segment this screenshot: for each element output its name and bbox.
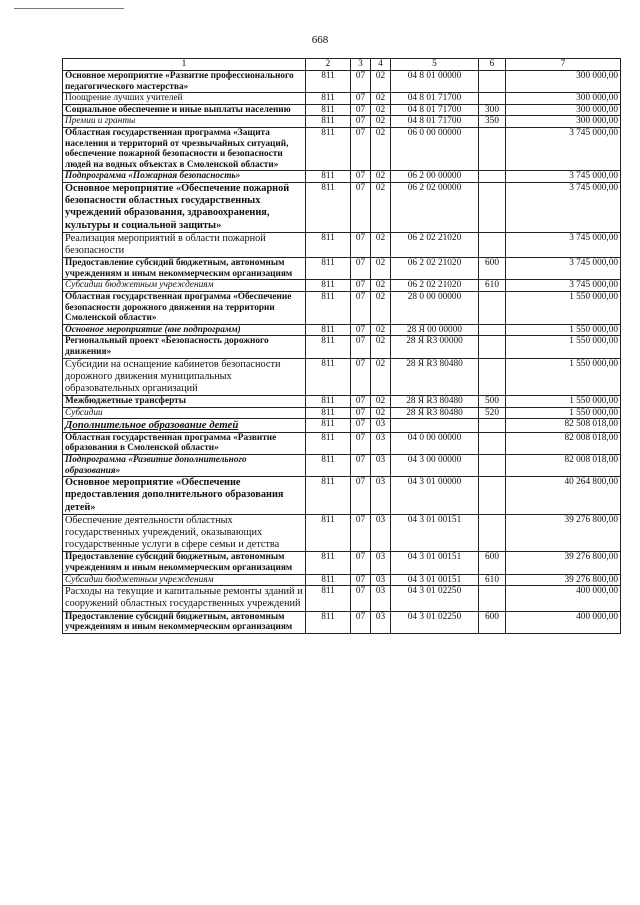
expense-type-cell: 600 [479,552,506,574]
table-row [63,432,621,454]
target-article-cell: 04 3 01 02250 [391,586,479,611]
expense-type-cell [479,586,506,611]
target-article-cell: 06 2 02 21020 [391,232,479,257]
table-row [63,358,621,396]
row-name-cell: Основное мероприятие (вне подпрограмм) [63,324,306,336]
row-name-cell: Подпрограмма «Развитие дополнительного образования» [63,455,306,477]
expense-type-cell [479,232,506,257]
amount-cell: 3 745 000,00 [506,127,621,170]
ministry-code-cell: 811 [306,552,351,574]
column-header: 4 [371,59,391,71]
section-cell: 07 [351,127,371,170]
target-article-cell: 06 2 00 00000 [391,171,479,183]
target-article-cell: 28 0 00 00000 [391,291,479,324]
section-cell: 07 [351,419,371,433]
section-cell: 07 [351,574,371,586]
subsection-cell: 02 [371,291,391,324]
amount-cell: 3 745 000,00 [506,171,621,183]
subsection-cell: 03 [371,552,391,574]
row-name-cell: Областная государственная программа «Защита населения и территорий от чрезвычайных ситуаций, обеспечение пожарной безопасности и безопасности людей на водных объектах в Смоленской области» [63,127,306,170]
expense-type-cell: 600 [479,611,506,633]
expense-type-cell: 600 [479,258,506,280]
target-article-cell: 28 Я R3 80480 [391,407,479,419]
ministry-code-cell: 811 [306,324,351,336]
section-cell: 07 [351,93,371,105]
amount-cell: 300 000,00 [506,104,621,116]
subsection-cell: 02 [371,336,391,358]
subsection-cell: 03 [371,477,391,515]
amount-cell: 300 000,00 [506,71,621,93]
table-row [63,407,621,419]
column-header: 1 [63,59,306,71]
amount-cell: 39 276 800,00 [506,552,621,574]
section-cell: 07 [351,232,371,257]
row-name-cell: Социальное обеспечение и иные выплаты населению [63,104,306,116]
amount-cell: 400 000,00 [506,611,621,633]
table-row [63,336,621,358]
subsection-cell: 03 [371,514,391,552]
target-article-cell: 06 2 02 21020 [391,258,479,280]
expense-type-cell: 520 [479,407,506,419]
amount-cell: 3 745 000,00 [506,280,621,292]
target-article-cell: 06 2 02 00000 [391,182,479,232]
target-article-cell: 28 Я R3 80480 [391,358,479,396]
expense-type-cell [479,324,506,336]
expense-type-cell [479,93,506,105]
ministry-code-cell: 811 [306,93,351,105]
target-article-cell: 04 3 01 00151 [391,552,479,574]
subsection-cell: 03 [371,574,391,586]
subsection-cell: 02 [371,358,391,396]
subsection-cell: 02 [371,116,391,128]
row-name-cell: Межбюджетные трансферты [63,396,306,408]
subsection-cell: 02 [371,93,391,105]
ministry-code-cell: 811 [306,396,351,408]
section-cell: 07 [351,552,371,574]
ministry-code-cell: 811 [306,514,351,552]
table-row [63,291,621,324]
section-cell: 07 [351,104,371,116]
amount-cell: 39 276 800,00 [506,514,621,552]
subsection-cell: 03 [371,432,391,454]
target-article-cell: 04 8 01 71700 [391,93,479,105]
section-cell: 07 [351,291,371,324]
subsection-cell: 02 [371,182,391,232]
section-cell: 07 [351,116,371,128]
table-row [63,419,621,433]
table-row [63,586,621,611]
expense-type-cell: 500 [479,396,506,408]
row-name-cell: Основное мероприятие «Развитие профессионального педагогического мастерства» [63,71,306,93]
table-row [63,396,621,408]
section-cell: 07 [351,336,371,358]
subsection-cell: 02 [371,171,391,183]
amount-cell: 400 000,00 [506,586,621,611]
section-cell: 07 [351,182,371,232]
amount-cell: 82 508 018,00 [506,419,621,433]
target-article-cell: 04 8 01 00000 [391,71,479,93]
amount-cell: 1 550 000,00 [506,358,621,396]
section-cell: 07 [351,455,371,477]
expense-type-cell [479,336,506,358]
amount-cell: 1 550 000,00 [506,396,621,408]
table-row [63,116,621,128]
amount-cell: 39 276 800,00 [506,574,621,586]
expense-type-cell: 610 [479,574,506,586]
subsection-cell: 02 [371,324,391,336]
section-cell: 07 [351,477,371,515]
expense-type-cell [479,514,506,552]
subsection-cell: 02 [371,232,391,257]
ministry-code-cell: 811 [306,477,351,515]
column-header: 3 [351,59,371,71]
row-name-cell: Подпрограмма «Пожарная безопасность» [63,171,306,183]
ministry-code-cell: 811 [306,574,351,586]
subsection-cell: 02 [371,280,391,292]
row-name-cell: Основное мероприятие «Обеспечение предоставления дополнительного образования детей» [63,477,306,515]
ministry-code-cell: 811 [306,407,351,419]
target-article-cell: 04 0 00 00000 [391,432,479,454]
row-name-cell: Обеспечение деятельности областных государственных учреждений, оказывающих государственные услуги в сфере семьи и детства [63,514,306,552]
target-article-cell: 04 3 01 00151 [391,514,479,552]
subsection-cell: 03 [371,611,391,633]
target-article-cell: 28 Я R3 80480 [391,396,479,408]
header-row [63,59,621,71]
section-cell: 07 [351,586,371,611]
target-article-cell: 04 3 01 00151 [391,574,479,586]
row-name-cell: Поощрение лучших учителей [63,93,306,105]
subsection-cell: 03 [371,455,391,477]
target-article-cell: 06 2 02 21020 [391,280,479,292]
section-cell: 07 [351,611,371,633]
section-cell: 07 [351,432,371,454]
ministry-code-cell: 811 [306,182,351,232]
amount-cell: 300 000,00 [506,116,621,128]
row-name-cell: Субсидии на оснащение кабинетов безопасности дорожного движения муниципальных образовательных организаций [63,358,306,396]
row-name-cell: Реализация мероприятий в области пожарной безопасности [63,232,306,257]
target-article-cell: 04 8 01 71700 [391,116,479,128]
section-cell: 07 [351,407,371,419]
target-article-cell: 28 Я R3 00000 [391,336,479,358]
target-article-cell [391,419,479,433]
target-article-cell: 04 3 01 02250 [391,611,479,633]
table-row [63,182,621,232]
budget-table [62,58,621,634]
expense-type-cell [479,432,506,454]
ministry-code-cell: 811 [306,127,351,170]
table-row [63,280,621,292]
table-row [63,324,621,336]
expense-type-cell [479,477,506,515]
column-header: 7 [506,59,621,71]
amount-cell: 1 550 000,00 [506,336,621,358]
row-name-cell: Субсидии [63,407,306,419]
table-row [63,552,621,574]
row-name-cell: Областная государственная программа «Обеспечение безопасности дорожного движения на территории Смоленской области» [63,291,306,324]
subsection-cell: 02 [371,258,391,280]
subsection-cell: 02 [371,104,391,116]
page-number: 668 [311,34,329,46]
expense-type-cell [479,71,506,93]
ministry-code-cell: 811 [306,280,351,292]
table-row [63,232,621,257]
subsection-cell: 02 [371,71,391,93]
target-article-cell: 04 3 00 00000 [391,455,479,477]
target-article-cell: 04 3 01 00000 [391,477,479,515]
subsection-cell: 03 [371,586,391,611]
table-row [63,127,621,170]
section-cell: 07 [351,514,371,552]
section-cell: 07 [351,171,371,183]
amount-cell: 3 745 000,00 [506,182,621,232]
amount-cell: 300 000,00 [506,93,621,105]
target-article-cell: 28 Я 00 00000 [391,324,479,336]
amount-cell: 3 745 000,00 [506,232,621,257]
ministry-code-cell: 811 [306,419,351,433]
row-name-cell: Областная государственная программа «Развитие образования в Смоленской области» [63,432,306,454]
expense-type-cell [479,291,506,324]
amount-cell: 3 745 000,00 [506,258,621,280]
row-name-cell: Дополнительное образование детей [63,419,306,433]
row-name-cell: Региональный проект «Безопасность дорожного движения» [63,336,306,358]
row-name-cell: Субсидии бюджетным учреждениям [63,574,306,586]
table-row [63,258,621,280]
ministry-code-cell: 811 [306,455,351,477]
row-name-cell: Предоставление субсидий бюджетным, автономным учреждениям и иным некоммерческим организациям [63,552,306,574]
amount-cell: 1 550 000,00 [506,291,621,324]
subsection-cell: 02 [371,407,391,419]
section-cell: 07 [351,280,371,292]
table-row [63,477,621,515]
target-article-cell: 04 8 01 71700 [391,104,479,116]
column-header: 2 [306,59,351,71]
amount-cell: 40 264 800,00 [506,477,621,515]
expense-type-cell [479,182,506,232]
section-cell: 07 [351,324,371,336]
ministry-code-cell: 811 [306,71,351,93]
row-name-cell: Премии и гранты [63,116,306,128]
ministry-code-cell: 811 [306,358,351,396]
ministry-code-cell: 811 [306,611,351,633]
table-row [63,71,621,93]
table-row [63,574,621,586]
ministry-code-cell: 811 [306,116,351,128]
table-row [63,93,621,105]
column-header: 6 [479,59,506,71]
amount-cell: 82 008 018,00 [506,455,621,477]
expense-type-cell [479,419,506,433]
expense-type-cell [479,455,506,477]
subsection-cell: 03 [371,419,391,433]
ministry-code-cell: 811 [306,171,351,183]
ministry-code-cell: 811 [306,232,351,257]
subsection-cell: 02 [371,127,391,170]
row-name-cell: Предоставление субсидий бюджетным, автономным учреждениям и иным некоммерческим организациям [63,611,306,633]
table-row [63,611,621,633]
ministry-code-cell: 811 [306,336,351,358]
row-name-cell: Расходы на текущие и капитальные ремонты зданий и сооружений областных государственных учреждений [63,586,306,611]
amount-cell: 1 550 000,00 [506,324,621,336]
row-name-cell: Основное мероприятие «Обеспечение пожарной безопасности областных государственных учреждений образования, здравоохранения, культуры и социальной защиты» [63,182,306,232]
amount-cell: 1 550 000,00 [506,407,621,419]
ministry-code-cell: 811 [306,432,351,454]
table-row [63,514,621,552]
expense-type-cell: 610 [479,280,506,292]
ministry-code-cell: 811 [306,586,351,611]
section-cell: 07 [351,258,371,280]
table-row [63,104,621,116]
expense-type-cell [479,171,506,183]
section-cell: 07 [351,358,371,396]
subsection-cell: 02 [371,396,391,408]
ministry-code-cell: 811 [306,104,351,116]
row-name-cell: Субсидии бюджетным учреждениям [63,280,306,292]
section-cell: 07 [351,396,371,408]
section-cell: 07 [351,71,371,93]
row-name-cell: Предоставление субсидий бюджетным, автономным учреждениям и иным некоммерческим организациям [63,258,306,280]
amount-cell: 82 008 018,00 [506,432,621,454]
table-row [63,171,621,183]
table-row [63,455,621,477]
expense-type-cell: 350 [479,116,506,128]
ministry-code-cell: 811 [306,258,351,280]
ministry-code-cell: 811 [306,291,351,324]
column-header: 5 [391,59,479,71]
expense-type-cell: 300 [479,104,506,116]
target-article-cell: 06 0 00 00000 [391,127,479,170]
expense-type-cell [479,127,506,170]
expense-type-cell [479,358,506,396]
top-rule [14,8,124,9]
